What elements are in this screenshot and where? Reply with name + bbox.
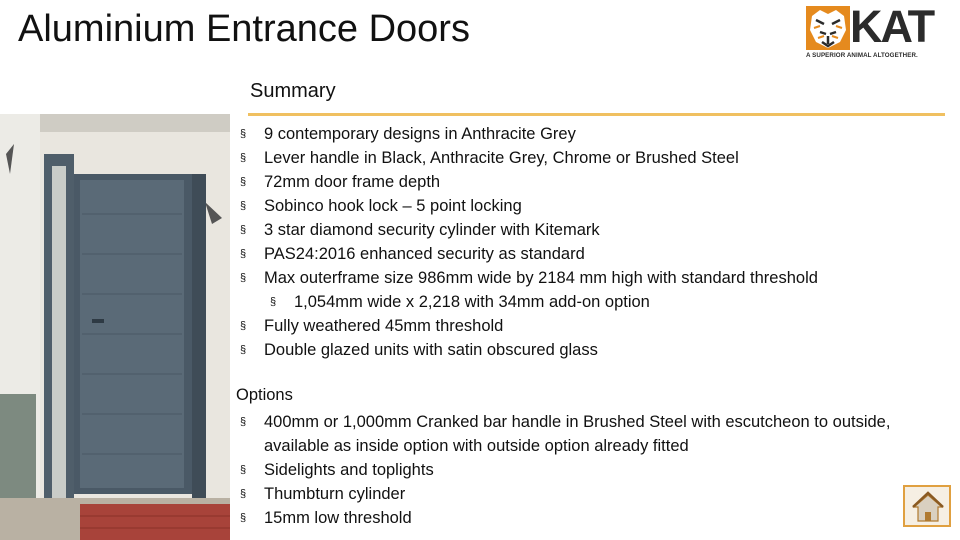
bullet-marker: § bbox=[240, 152, 247, 164]
options-list bbox=[240, 410, 952, 530]
list-item bbox=[240, 146, 952, 170]
list-item bbox=[240, 170, 952, 194]
list-item bbox=[240, 122, 952, 146]
bullet-marker: § bbox=[240, 248, 247, 260]
bullet-marker: § bbox=[240, 512, 247, 524]
bullet-marker: § bbox=[240, 200, 247, 212]
kat-logo bbox=[806, 1, 956, 64]
bullet-marker: § bbox=[240, 344, 247, 356]
bullet-marker: § bbox=[240, 176, 247, 188]
bullet-marker: § bbox=[270, 296, 277, 308]
list-item bbox=[240, 458, 952, 482]
options-heading: Options bbox=[236, 386, 293, 404]
list-item bbox=[240, 242, 952, 266]
logo-wordmark: KAT bbox=[850, 1, 934, 52]
list-item bbox=[240, 314, 952, 338]
list-item bbox=[240, 482, 952, 506]
list-item bbox=[240, 194, 952, 218]
list-item-text: 15mm low threshold bbox=[264, 509, 412, 527]
list-item-text: 72mm door frame depth bbox=[264, 173, 441, 191]
list-item-text: 1,054mm wide x 2,218 with 34mm add-on option bbox=[294, 293, 650, 311]
home-icon bbox=[911, 490, 945, 524]
bullet-marker: § bbox=[240, 416, 247, 428]
home-button[interactable] bbox=[903, 485, 951, 527]
list-item bbox=[240, 266, 952, 290]
bullet-marker: § bbox=[240, 224, 247, 236]
summary-list bbox=[240, 122, 952, 362]
slide-title: Aluminium Entrance Doors bbox=[18, 8, 470, 50]
logo-tagline: A SUPERIOR ANIMAL ALTOGETHER. bbox=[806, 52, 918, 59]
list-item bbox=[240, 218, 952, 242]
bullet-marker: § bbox=[240, 320, 247, 332]
list-item-text: 9 contemporary designs in Anthracite Grey bbox=[264, 125, 576, 143]
list-item bbox=[240, 338, 952, 362]
heading-divider bbox=[248, 113, 945, 116]
bullet-marker: § bbox=[240, 128, 247, 140]
list-item-text: Sobinco hook lock – 5 point locking bbox=[264, 197, 522, 215]
summary-heading: Summary bbox=[250, 80, 336, 102]
list-item-text: 3 star diamond security cylinder with Kitemark bbox=[264, 221, 600, 239]
tiger-head-icon bbox=[806, 6, 850, 50]
bullet-marker: § bbox=[240, 272, 247, 284]
list-item bbox=[240, 410, 952, 458]
bullet-marker: § bbox=[240, 488, 247, 500]
sub-list-item bbox=[240, 290, 952, 314]
bullet-marker: § bbox=[240, 464, 247, 476]
list-item-text: Max outerframe size 986mm wide by 2184 mm high with standard threshold bbox=[264, 269, 818, 287]
list-item-text: Double glazed units with satin obscured glass bbox=[264, 341, 598, 359]
list-item-text: 400mm or 1,000mm Cranked bar handle in Brushed Steel with escutcheon to outside, available as inside option with outside option already fitted bbox=[264, 413, 891, 455]
list-item-text: PAS24:2016 enhanced security as standard bbox=[264, 245, 585, 263]
list-item-text: Sidelights and toplights bbox=[264, 461, 434, 479]
list-item-text: Lever handle in Black, Anthracite Grey, Chrome or Brushed Steel bbox=[264, 149, 739, 167]
list-item-text: Fully weathered 45mm threshold bbox=[264, 317, 504, 335]
list-item-text: Thumbturn cylinder bbox=[264, 485, 406, 503]
door-photo bbox=[0, 114, 230, 540]
list-item bbox=[240, 506, 952, 530]
